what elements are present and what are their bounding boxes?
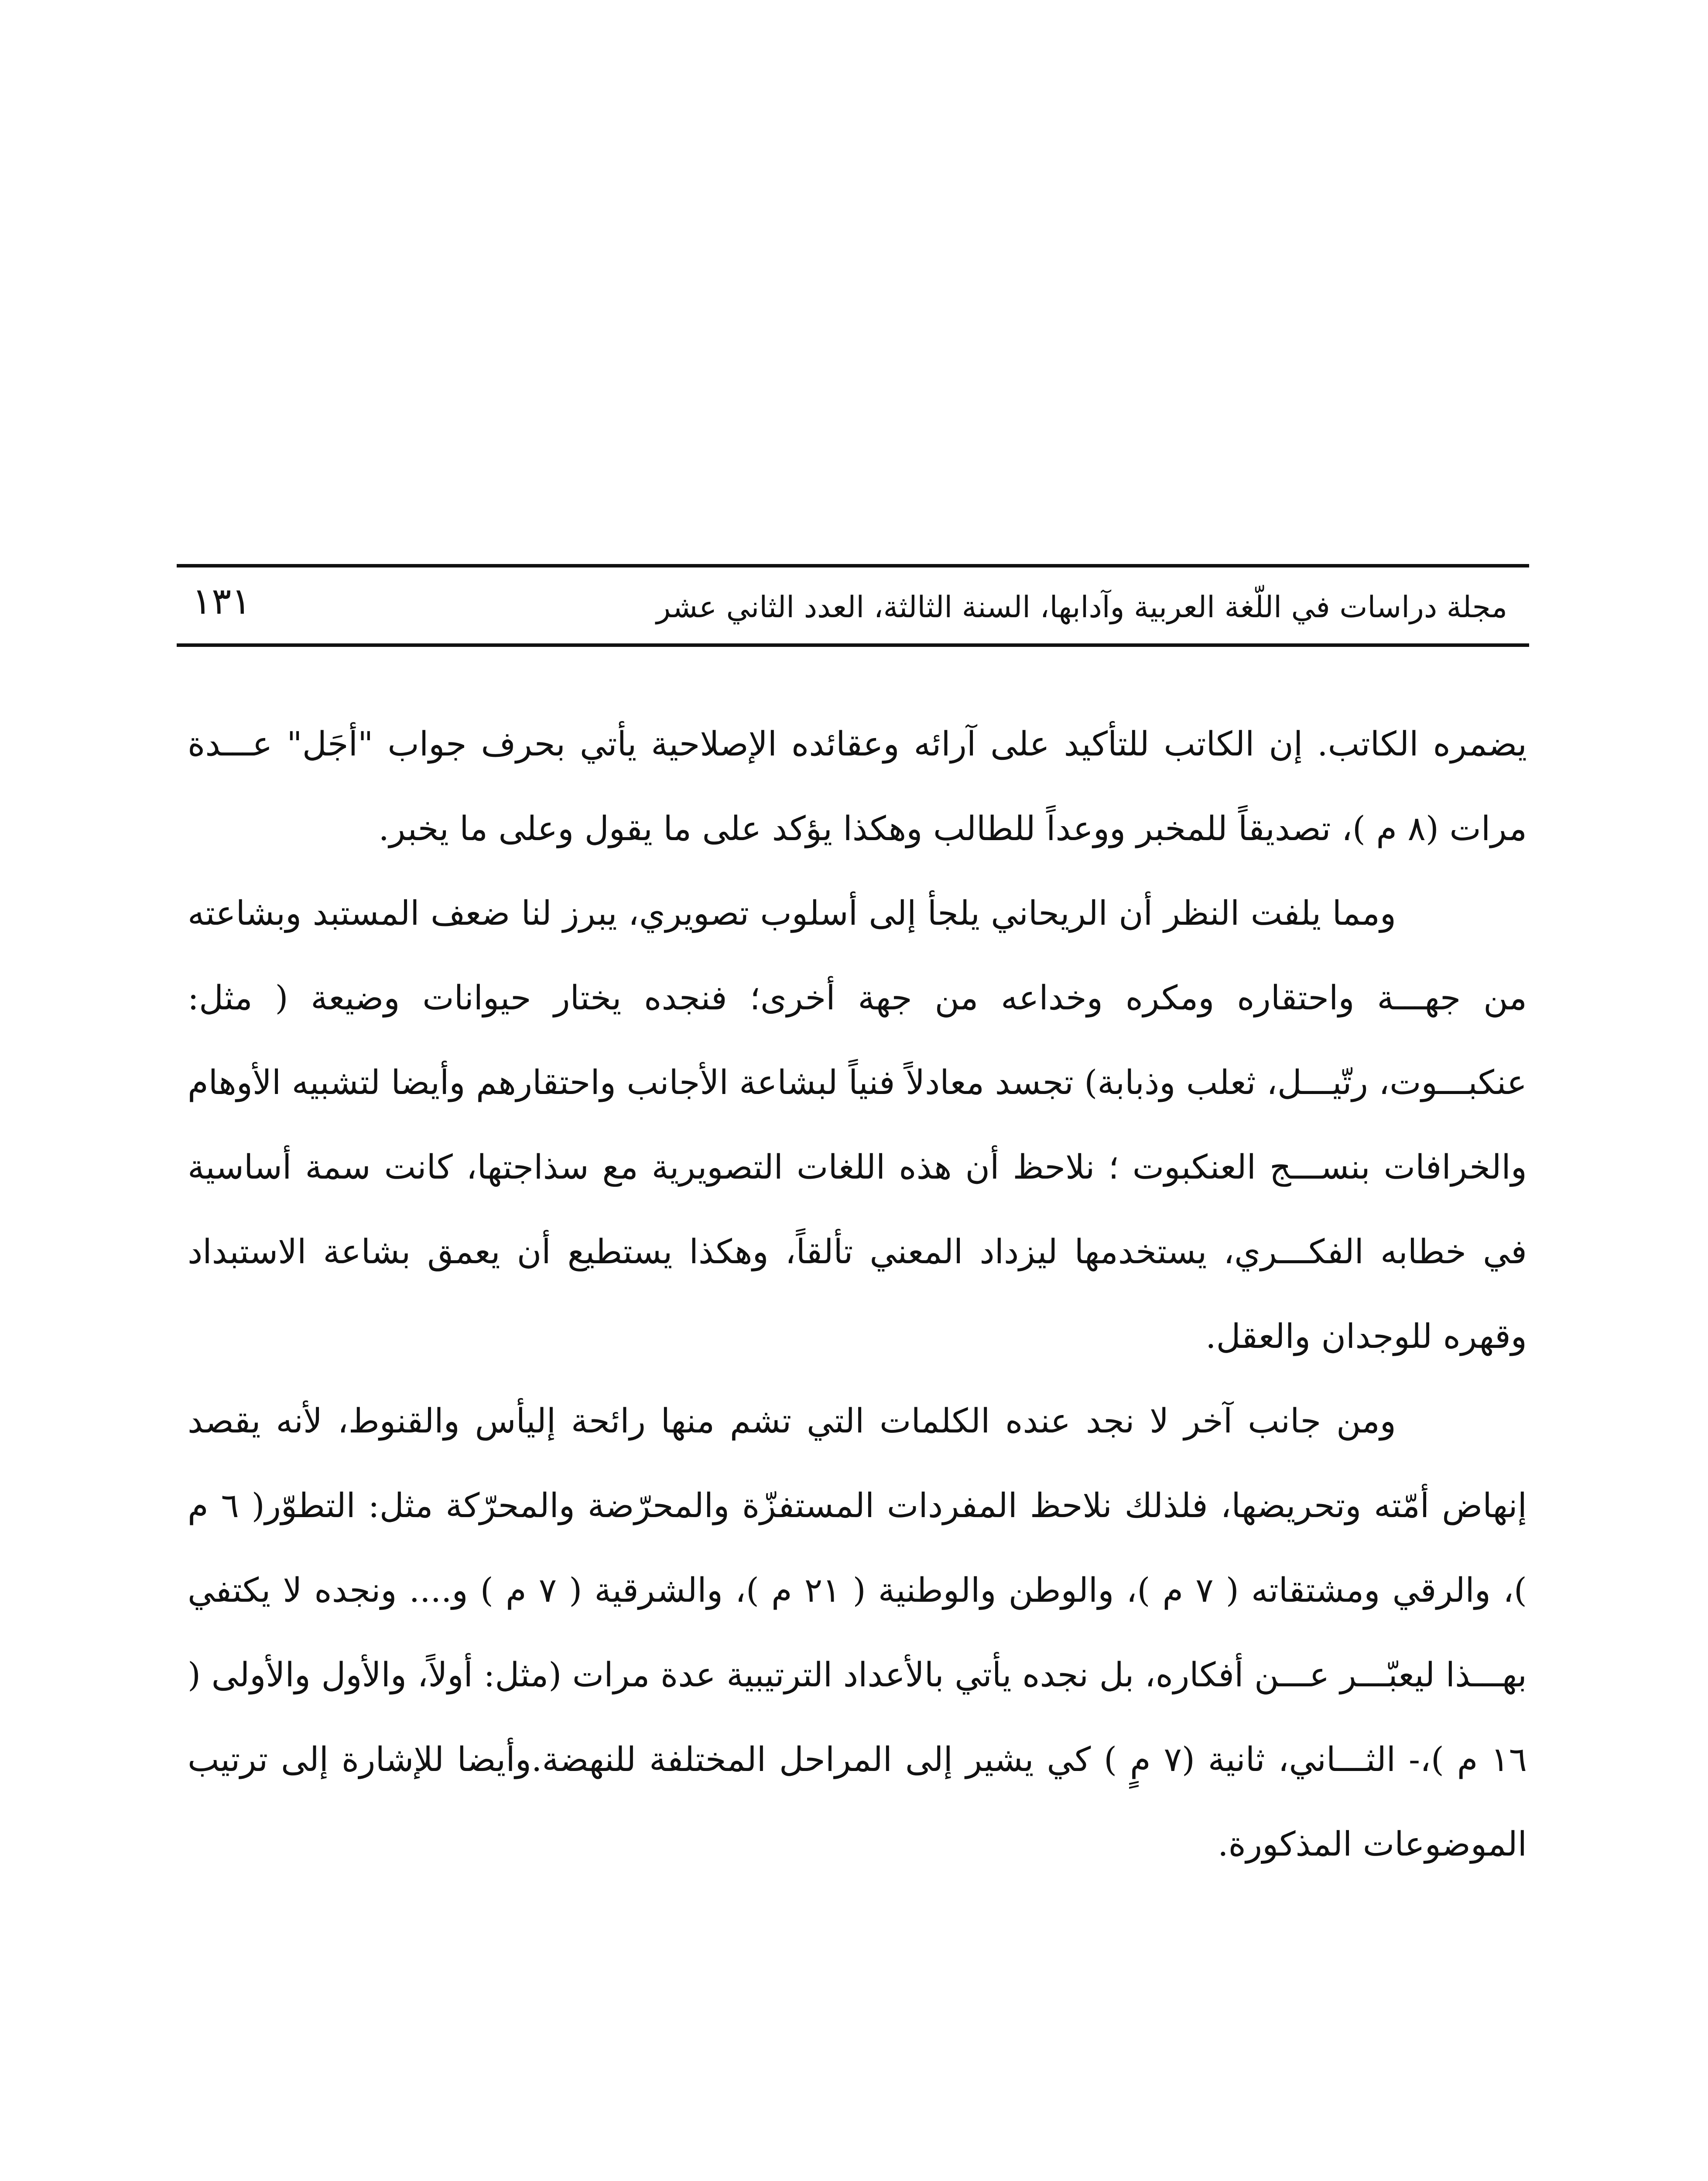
text-line: وتحريضها، فلذلك نلاحظ المفردات المستفزّة والمحرّضة والمحرّكة مثل: التطوّر( ٦ م )، والرقي ومشتقاته [188, 1487, 1527, 1610]
text-line: ( ٧ م )، والوطن والوطنية ( ٢١ م )، والشرقية ( ٧ م ) و.... ونجده لا يكتفي بهـــذا ليعبّـــر عـــن [188, 1571, 1527, 1695]
body-text [188, 702, 1527, 1887]
paragraph-2 [188, 872, 1527, 1379]
header-bottom-rule [177, 643, 1529, 647]
paragraph-3 [188, 1379, 1527, 1887]
text-line: أفكاره، بل نجده يأتي بالأعداد الترتيبية عدة مرات (مثل: أولاً، والأول والأولى ( ١٦ م )،- الثـــاني، [188, 1656, 1527, 1779]
text-line: ومن جانب آخر لا نجد عنده الكلمات التي تشم منها رائحة إليأس والقنوط، لأنه يقصد إنهاض أمّته [188, 1402, 1527, 1525]
text-line: واحتقاره ومكره وخداعه من جهة أخرى؛ فنجده يختار حيوانات وضيعة ( مثل: عنكبـــوت، رتّيـــل، [188, 979, 1527, 1102]
text-line: ثعلب وذبابة) تجسد معادلاً فنياً لبشاعة الأجانب واحتقارهم وأيضا لتشبيه الأوهام والخرافات بنســـج [188, 1063, 1527, 1187]
text-line: يضمره الكاتب. إن الكاتب للتأكيد على آرائه وعقائده الإصلاحية يأتي بحرف جواب "أجَل" عـــدة [188, 725, 1527, 764]
paragraph-1 [188, 702, 1527, 872]
header-top-rule [177, 564, 1529, 567]
text-line: العنكبوت ؛ نلاحظ أن هذه اللغات التصويرية مع سذاجتها، كانت سمة أساسية في خطابه الفكـــري، [188, 1148, 1527, 1272]
text-line: ثانية (٧ مٍ ) كي يشير إلى المراحل المختلفة للنهضة.وأيضا للإشارة إلى ترتيب الموضوعات المذكورة. [188, 1740, 1527, 1864]
page-number: ١٣١ [192, 580, 251, 622]
text-line: ومما يلفت النظر أن الريحاني يلجأ إلى أسلوب تصويري، يبرز لنا ضعف المستبد وبشاعته من جهـــة [188, 894, 1527, 1018]
text-line: يستخدمها ليزداد المعني تألقاً، وهكذا يستطيع أن يعمق بشاعة الاستبداد وقهره للوجدان والعقل. [188, 1233, 1527, 1356]
running-header: مجلة دراسات في اللّغة العربية وآدابها، السنة الثالثة، العدد الثاني عشر [656, 590, 1507, 625]
text-line: مرات (٨ م )، تصديقاً للمخبر ووعداً للطالب وهكذا يؤكد على ما يقول وعلى ما يخبر. [378, 810, 1527, 848]
